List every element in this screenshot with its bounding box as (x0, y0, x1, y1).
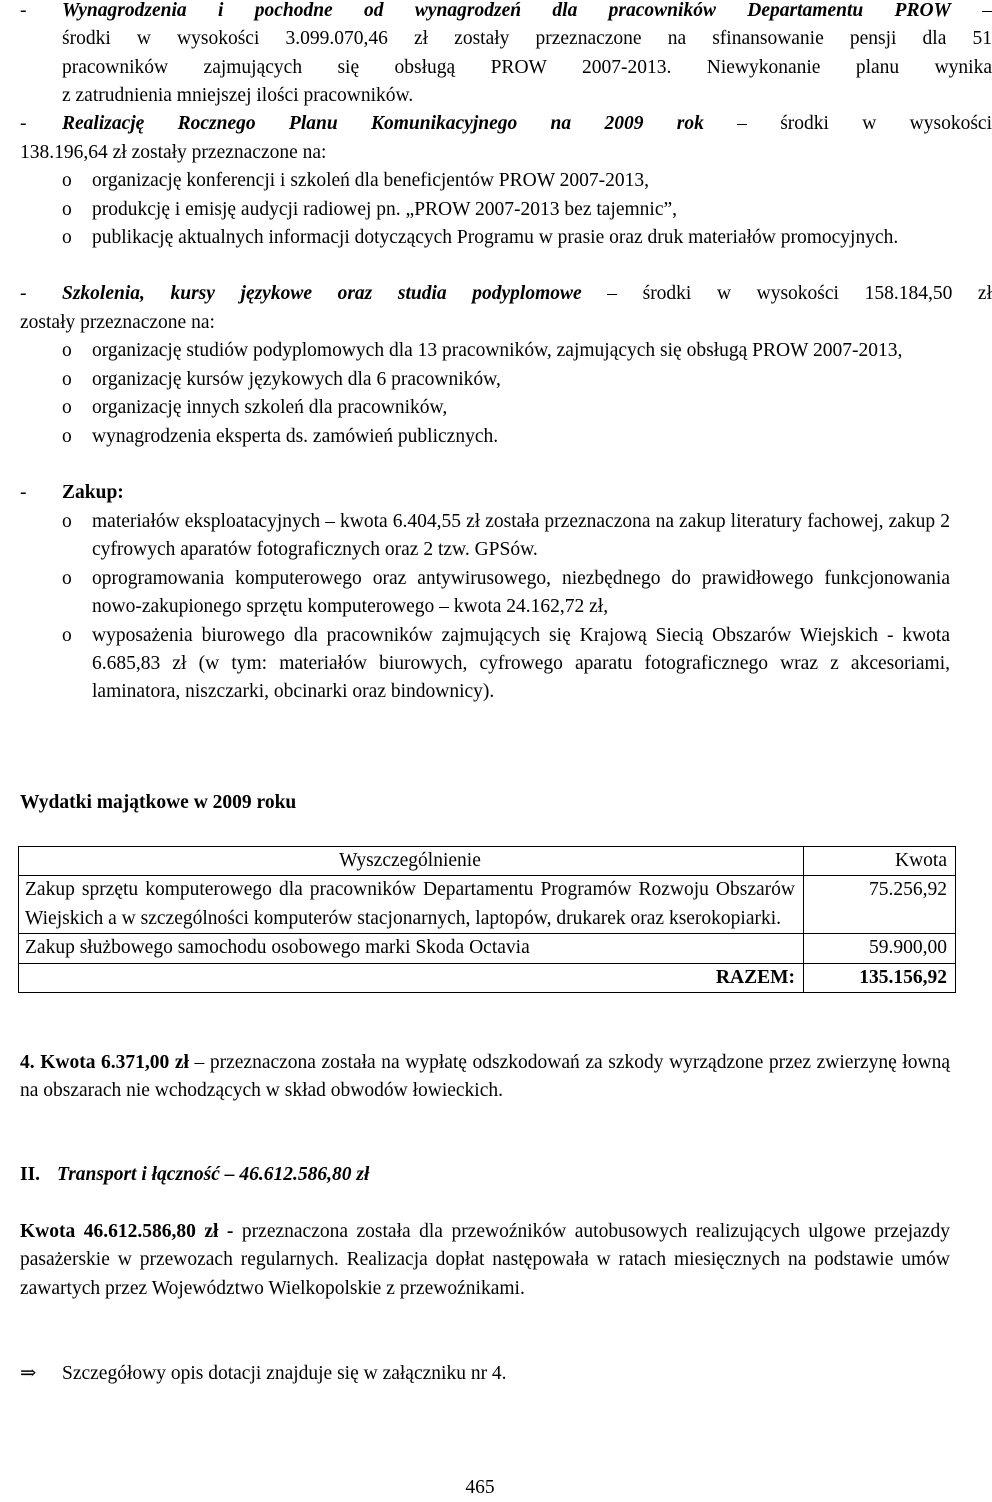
sub-item-text: organizację innych szkoleń dla pracowników, (92, 397, 448, 419)
circle-marker: o (62, 567, 72, 589)
circle-marker: o (62, 397, 72, 419)
list-item-trainings (20, 280, 992, 308)
dash-marker: - (20, 482, 27, 503)
item-text: pracowników zajmujących się obsługą PROW 2007-2013. Niewykonanie planu wynika (62, 56, 992, 78)
cell-description: Zakup sprzętu komputerowego dla pracowników Departamentu Programów Rozwoju Obszarów Wiejskich a w szczególności komputerów stacjonarnych, laptopów, drukarek oraz kserokopiarki. (19, 876, 804, 934)
item-title: Wynagrodzenia i pochodne od wynagrodzeń dla pracowników Departamentu PROW (62, 0, 951, 21)
sub-item-text: organizację kursów językowych dla 6 pracowników, (92, 368, 501, 390)
section-number: II. (20, 1164, 41, 1185)
paragraph-text: przeznaczona została dla przewoźników autobusowych realizujących ulgowe przejazdy pasażerskie w przewozach regularnych. Realizacja dopłat następowała w ratach miesięcznych na podstawie umów zawartych przez Województwo Wielkopolskie z przewoźnikami. (20, 1221, 950, 1299)
sub-item (20, 622, 950, 707)
dash-marker: - (20, 283, 27, 304)
section-heading-assets: Wydatki majątkowe w 2009 roku (20, 792, 297, 813)
item-text: z zatrudnienia mniejszej ilości pracowników. (62, 85, 414, 107)
sub-item-text: produkcję i emisję audycji radiowej pn. „PROW 2007-2013 bez tajemnic”, (92, 198, 678, 220)
sub-item (20, 565, 950, 622)
item-title: Realizację Rocznego Planu Komunikacyjnego na 2009 rok (62, 113, 704, 134)
table-total-row (19, 963, 956, 992)
sub-item (20, 196, 950, 224)
dash-marker: - (20, 0, 27, 21)
circle-marker: o (62, 624, 72, 646)
section-heading-transport (20, 1161, 950, 1189)
item-text: środki w wysokości 3.099.070,46 zł zostały przeznaczone na sfinansowanie pensji dla 51 (62, 28, 992, 50)
page-number: 465 (465, 1477, 495, 1498)
note-text: Szczegółowy opis dotacji znajduje się w załączniku nr 4. (62, 1363, 507, 1384)
sub-item-text: wyposażenia biurowego dla pracowników zajmujących się Krajową Siecią Obszarów Wiejskich - kwota 6.685,83 zł (w tym: materiałów biurowych, cyfrowego aparatu fotograficznego wraz z akcesoriami, laminatora, niszczarki, obcinarki oraz bindownicy). (92, 624, 950, 703)
circle-marker: o (62, 170, 72, 192)
item-continuation (20, 309, 950, 451)
item-title: Szkolenia, kursy językowe oraz studia podyplomowe (62, 283, 582, 304)
sub-item-text: organizację studiów podyplomowych dla 13 pracowników, zajmujących się obsługą PROW 2007-2013, (92, 340, 903, 362)
assets-table (18, 846, 956, 993)
item-continuation (20, 139, 950, 253)
sub-item (20, 508, 950, 565)
circle-marker: o (62, 425, 72, 447)
total-label: RAZEM: (19, 963, 804, 992)
header-cell-amount: Kwota (804, 847, 956, 876)
paragraph-lead: 4. Kwota 6.371,00 zł (20, 1052, 189, 1073)
header-cell-description: Wyszczególnienie (19, 847, 804, 876)
list-item-wages (20, 0, 992, 111)
table-row (19, 934, 956, 963)
item-title: Zakup: (62, 482, 124, 503)
item-text: – środki w wysokości (703, 113, 992, 134)
circle-marker: o (62, 511, 72, 532)
sub-item (20, 224, 950, 252)
item-text: – środki w wysokości 158.184,50 zł (581, 283, 992, 304)
note-line (20, 1360, 950, 1388)
sub-item (20, 394, 950, 422)
item-text: 138.196,64 zł zostały przeznaczone na: (20, 142, 327, 163)
arrow-right-icon: ⇒ (20, 1363, 37, 1384)
list-item-purchases (20, 479, 992, 507)
circle-marker: o (62, 340, 72, 362)
table-row (19, 876, 956, 934)
cell-amount: 59.900,00 (804, 934, 956, 963)
sub-item-text: materiałów eksploatacyjnych – kwota 6.404,55 zł została przeznaczona na zakup literatury fachowej, zakup 2 cyfrowych aparatów fotograficznych oraz 2 tzw. GPSów. (92, 511, 950, 561)
paragraph-text: – przeznaczona została na wypłatę odszkodowań za szkody wyrządzone przez zwierzynę łowną na obszarach nie wchodzących w skład obwodów łowieckich. (20, 1052, 950, 1102)
paragraph-lead: Kwota 46.612.586,80 zł - (20, 1221, 234, 1242)
item-continuation (20, 508, 950, 707)
sub-item-text: wynagrodzenia eksperta ds. zamówień publicznych. (92, 425, 499, 447)
table-header-row (19, 847, 956, 876)
paragraph-compensation (20, 1049, 950, 1106)
item-text: zostały przeznaczone na: (20, 312, 215, 333)
sub-item (20, 337, 950, 365)
list-item-communication-plan (20, 110, 992, 138)
circle-marker: o (62, 368, 72, 390)
sub-item (20, 167, 950, 195)
cell-description: Zakup służbowego samochodu osobowego marki Skoda Octavia (19, 934, 804, 963)
cell-amount: 75.256,92 (804, 876, 956, 934)
paragraph-transport (20, 1218, 950, 1303)
sub-item-text: oprogramowania komputerowego oraz antywirusowego, niezbędnego do prawidłowego funkcjonowania nowo-zakupionego sprzętu komputerowego – kwota 24.162,72 zł, (92, 567, 950, 618)
sub-item-text: organizację konferencji i szkoleń dla beneficjentów PROW 2007-2013, (92, 170, 650, 192)
sub-item (20, 423, 950, 451)
sub-item-text: publikację aktualnych informacji dotyczących Programu w prasie oraz druk materiałów promocyjnych. (92, 227, 899, 249)
circle-marker: o (62, 198, 72, 220)
item-text: – (950, 0, 992, 21)
sub-item (20, 366, 950, 394)
circle-marker: o (62, 227, 72, 249)
total-value: 135.156,92 (804, 963, 956, 992)
dash-marker: - (20, 113, 27, 134)
section-title: Transport i łączność – 46.612.586,80 zł (57, 1164, 370, 1185)
